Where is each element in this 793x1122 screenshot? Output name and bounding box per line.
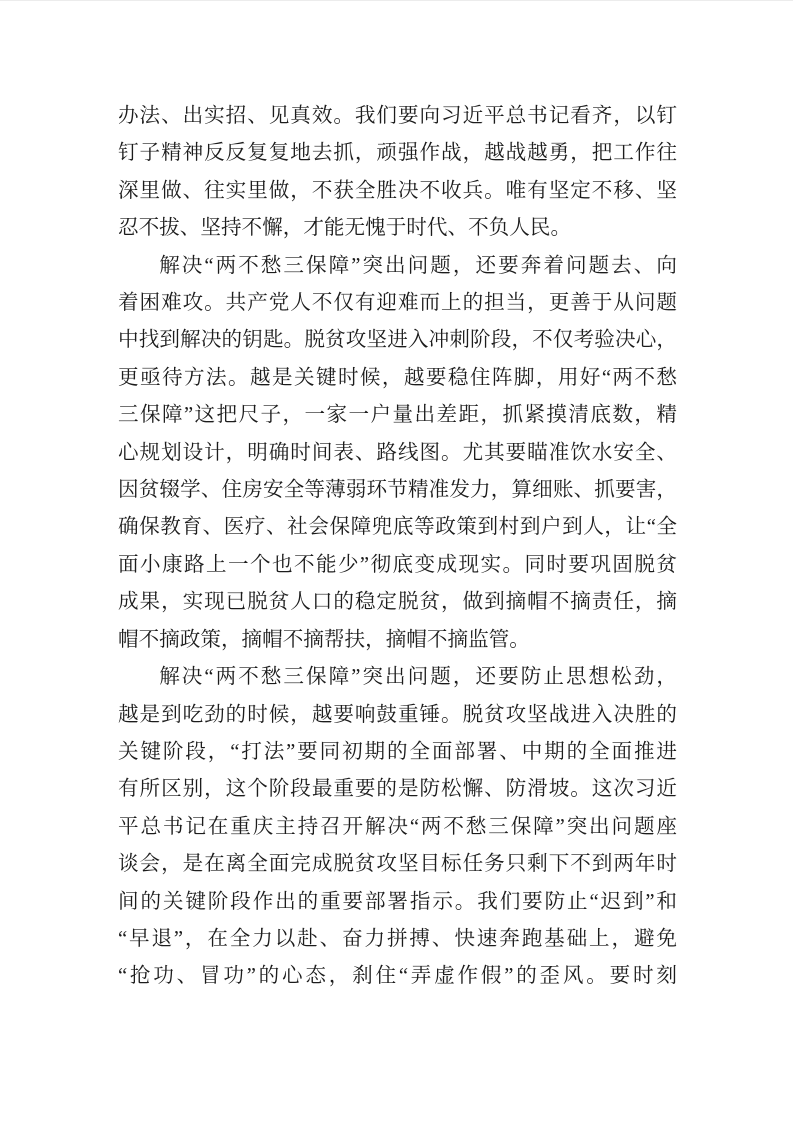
text-line: 平总书记在重庆主持召开解决“两不愁三保障”突出问题座 [118, 815, 677, 838]
text-line: 有所区别，这个阶段最重要的是防松懈、防滑坡。这次习近 [118, 778, 677, 801]
paragraph [118, 98, 677, 248]
text-line: 更亟待方法。越是关键时候，越要稳住阵脚，用好“两不愁 [118, 366, 677, 389]
text-line: “早退”，在全力以赴、奋力拼搏、快速奔跑基础上，避免 [118, 927, 677, 950]
text-line: 办法、出实招、见真效。我们要向习近平总书记看齐，以钉 [118, 105, 677, 127]
text-line: 解决“两不愁三保障”突出问题，还要防止思想松劲， [159, 666, 677, 689]
text-line: 面小康路上一个也不能少”彻底变成现实。同时要巩固脱贫 [118, 553, 677, 576]
text-line: 忍不拔、坚持不懈，才能无愧于时代、不负人民。 [118, 217, 572, 240]
text-line: 因贫辍学、住房安全等薄弱环节精准发力，算细账、抓要害， [118, 479, 677, 502]
text-line: 关键阶段，“打法”要同初期的全面部署、中期的全面推进 [118, 740, 677, 763]
text-line: 间的关键阶段作出的重要部署指示。我们要防止“迟到”和 [118, 890, 677, 913]
text-line: 心规划设计，明确时间表、路线图。尤其要瞄准饮水安全、 [118, 441, 677, 464]
text-line: “抢功、冒功”的心态，刹住“弄虚作假”的歪风。要时刻 [118, 965, 677, 988]
text-line: 确保教育、医疗、社会保障兜底等政策到村到户到人，让“全 [118, 516, 677, 539]
text-line: 越是到吃劲的时候，越要响鼓重锤。脱贫攻坚战进入决胜的 [118, 703, 677, 726]
text-line: 着困难攻。共产党人不仅有迎难而上的担当，更善于从问题 [118, 292, 677, 315]
text-line: 深里做、往实里做，不获全胜决不收兵。唯有坚定不移、坚 [118, 179, 677, 202]
text-line: 三保障”这把尺子，一家一户量出差距，抓紧摸清底数，精 [118, 404, 677, 427]
paragraph [118, 659, 677, 996]
document-text-block [118, 98, 677, 996]
text-line: 成果，实现已脱贫人口的稳定脱贫，做到摘帽不摘责任，摘 [118, 591, 677, 614]
text-line: 中找到解决的钥匙。脱贫攻坚进入冲刺阶段，不仅考验决心， [118, 329, 677, 352]
text-line: 解决“两不愁三保障”突出问题，还要奔着问题去、向 [159, 254, 677, 277]
text-line: 钉子精神反反复复地去抓，顽强作战，越战越勇，把工作往 [118, 142, 677, 165]
text-line: 帽不摘政策，摘帽不摘帮扶，摘帽不摘监管。 [118, 628, 530, 651]
paragraph [118, 248, 677, 659]
text-line: 谈会，是在离全面完成脱贫攻坚目标任务只剩下不到两年时 [118, 853, 677, 876]
